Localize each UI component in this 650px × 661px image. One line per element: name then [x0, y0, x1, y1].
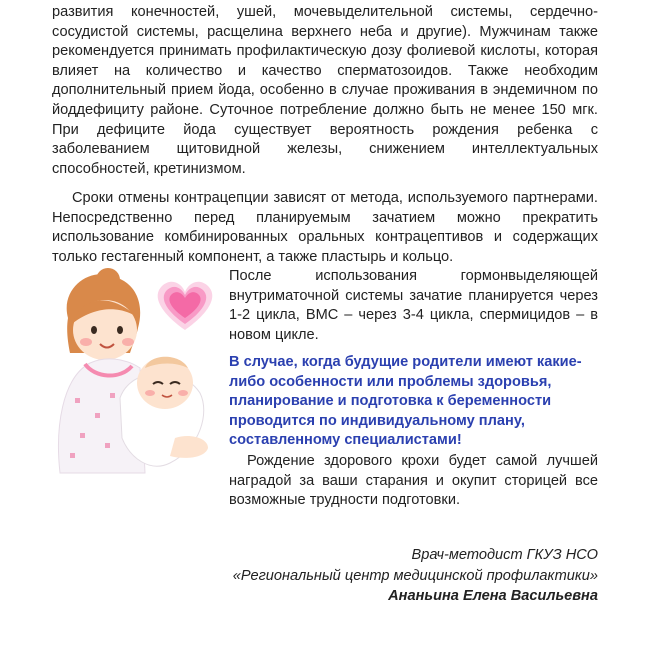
paragraph-iud-timing: После использования гормонвыделяющей внутриматочной системы зачатие планируется через 1-2 цикла, ВМС – через 3-4 цикла, спермицидов – в новом цикле. — [229, 268, 598, 343]
mother-hand — [170, 436, 208, 458]
hair-bun — [96, 268, 120, 292]
paragraph-closing: Рождение здорового крохи будет самой лучшей наградой за ваши старания и окупит сторицей все возможные трудности подготовки. — [229, 453, 598, 509]
paragraph-individual-plan-highlight: В случае, когда будущие родители имеют какие-либо особенности или проблемы здоровья, планирование и подготовка к беременности проводится по индивидуальному плану, составленному специалистами! — [229, 354, 582, 449]
heart-icon — [158, 282, 213, 330]
paragraph-supplements: развития конечностей, ушей, мочевыделительной системы, сердечно-сосудистой системы, расщелина верхнего неба и другие). Мужчинам также рекомендуется принимать профилактическую дозу фолиевой кислоты, которая влияет на количество и качество сперматозоидов. Также необходим дополнительный прием йода, особенно в случае проживания в эндемичном по йоддефициту районе. Суточное потребление должно быть не менее 150 мгк. При дефиците йода существует вероятность рождения ребенка с заболеванием щитовидной железы, снижением интеллектуальных способностей, кретинизмом. — [52, 4, 598, 177]
signature-position: Врач-методист ГКУЗ НСО — [411, 547, 598, 563]
mother-with-baby-illustration — [50, 268, 225, 483]
paragraph-contraception-withdrawal: Сроки отмены контрацепции зависят от метода, используемого партнерами. Непосредственно перед планируемым зачатием можно прекратить использование комбинированных оральных контрацептивов и содержащих только гестагенный компонент, а также пластырь и кольцо. — [52, 190, 598, 265]
signature-name: Ананьина Елена Васильевна — [388, 588, 598, 604]
signature-organization: «Региональный центр медицинской профилактики» — [232, 568, 598, 584]
